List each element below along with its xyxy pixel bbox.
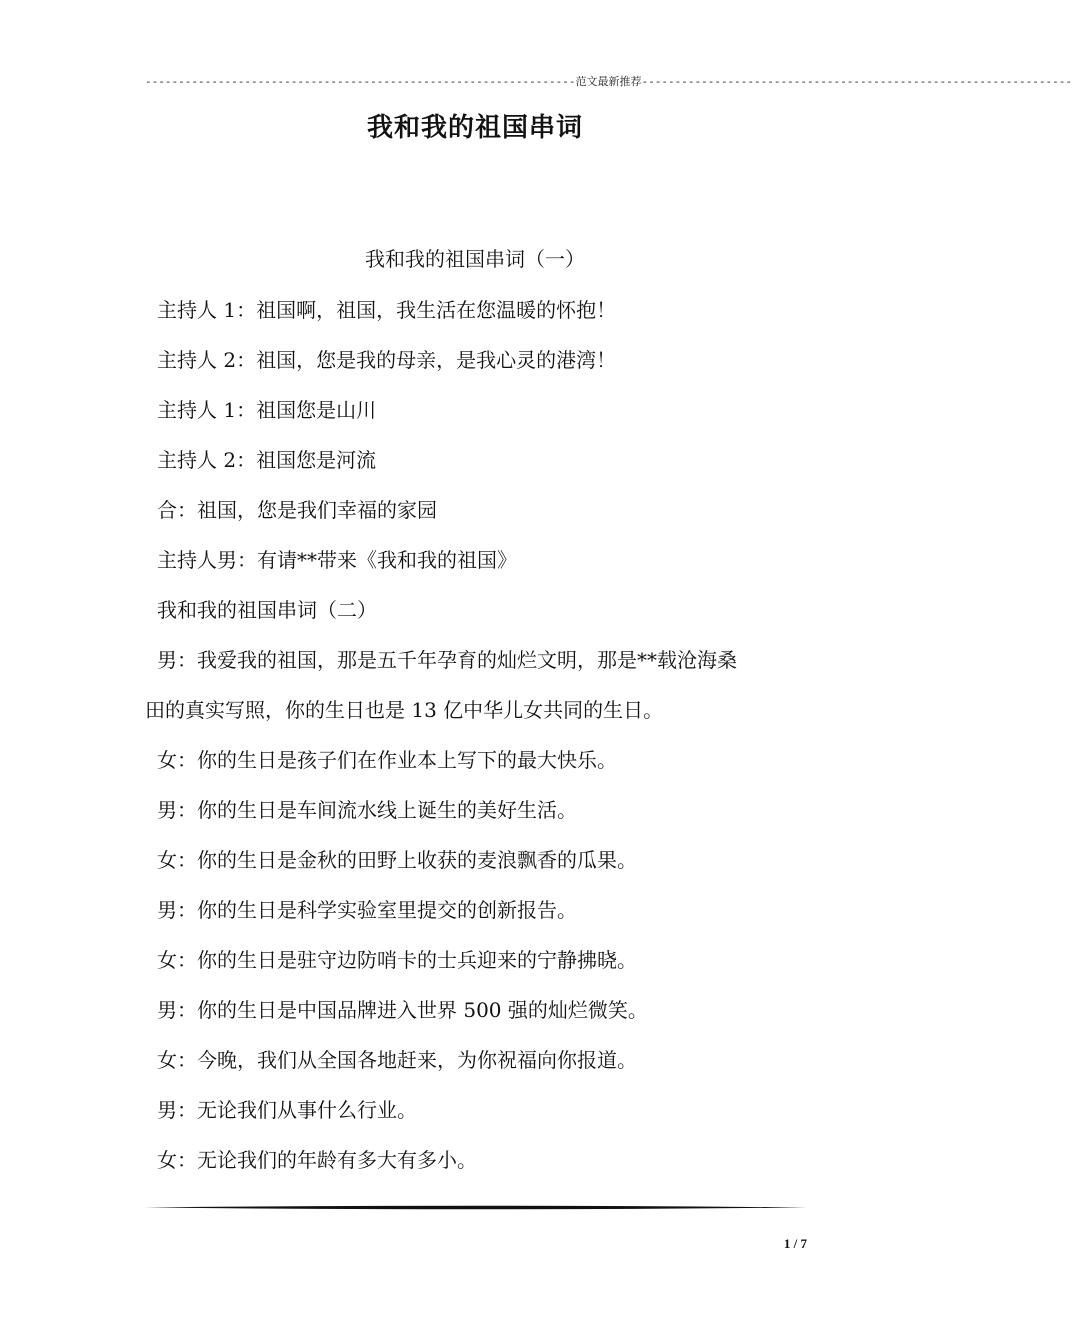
body-line: 男：你的生日是中国品牌进入世界 500 强的灿烂微笑。 xyxy=(157,998,648,1022)
body-line: 主持人男：有请**带来《我和我的祖国》 xyxy=(157,548,517,572)
body-line: 合：祖国，您是我们幸福的家园 xyxy=(157,498,437,522)
body-line: 女：你的生日是金秋的田野上收获的麦浪飘香的瓜果。 xyxy=(157,848,637,872)
section-title: 我和我的祖国串词（一） xyxy=(365,247,585,271)
body-line: 主持人 1：祖国啊，祖国，我生活在您温暖的怀抱！ xyxy=(157,298,617,322)
document-body xyxy=(145,295,807,1195)
document-title: 我和我的祖国串词 xyxy=(366,113,583,143)
header-dashes-right: ----------------------------------------------------------------- xyxy=(641,75,1072,88)
body-line: 主持人 2：祖国，您是我的母亲，是我心灵的港湾！ xyxy=(157,348,617,372)
body-line: 男：你的生日是车间流水线上诞生的美好生活。 xyxy=(157,798,577,822)
body-line: 田的真实写照，你的生日也是 13 亿中华儿女共同的生日。 xyxy=(145,698,664,722)
body-line: 女：你的生日是驻守边防哨卡的士兵迎来的宁静拂晓。 xyxy=(157,948,637,972)
header-label: 范文最新推荐 xyxy=(575,75,642,88)
page-number: 1 / 7 xyxy=(783,1236,807,1251)
footer-divider xyxy=(145,1205,807,1210)
body-line: 男：无论我们从事什么行业。 xyxy=(157,1098,417,1122)
body-line: 女：你的生日是孩子们在作业本上写下的最大快乐。 xyxy=(157,748,617,772)
body-line: 女：今晚，我们从全国各地赶来，为你祝福向你报道。 xyxy=(157,1048,637,1072)
body-line: 我和我的祖国串词（二） xyxy=(157,598,377,622)
header-line xyxy=(145,74,1072,90)
body-line: 女：无论我们的年龄有多大有多小。 xyxy=(157,1148,477,1172)
body-line: 主持人 1：祖国您是山川 xyxy=(157,398,377,422)
body-line: 男：你的生日是科学实验室里提交的创新报告。 xyxy=(157,898,577,922)
header-dashes-left: ----------------------------------------------------------------- xyxy=(145,75,576,88)
body-line: 男：我爱我的祖国，那是五千年孕育的灿烂文明，那是**载沧海桑 xyxy=(157,648,737,672)
body-line: 主持人 2：祖国您是河流 xyxy=(157,448,377,472)
